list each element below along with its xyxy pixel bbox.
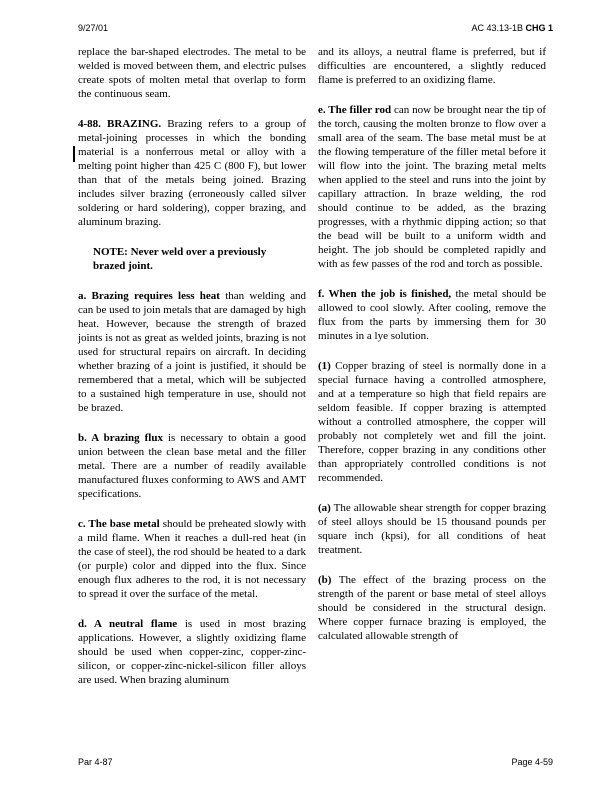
paragraph-b <box>78 431 306 501</box>
paragraph-body: should be preheated slowly with a mild flame. When it reaches a dull-red heat (in the case of steel), the rod should be heated to a dark (or purple) color and dipped into the flux. Since enough flux adheres to the rod, it is not necessary to spread it over the surface of the metal. <box>78 518 306 600</box>
paragraph-1b <box>318 573 546 643</box>
paragraph-body: Brazing refers to a group of metal-joining processes in which the bonding material is a nonferrous metal or alloy with a melting point higher than 425 C (800 F), but lower than that of the metals being joined. Brazing includes silver brazing (erroneously called silver soldering or hard soldering), copper brazing, and aluminum brazing. <box>78 118 306 228</box>
revision-change-bar <box>73 146 75 162</box>
header-doc-id <box>471 23 553 34</box>
paragraph-a <box>78 289 306 415</box>
left-column <box>78 45 306 703</box>
paragraph-heading: a. Brazing requires less heat <box>78 290 220 302</box>
paragraph-f <box>318 287 546 343</box>
paragraph-d <box>78 617 306 687</box>
paragraph-heading: (1) <box>318 360 331 372</box>
paragraph-e <box>318 103 546 271</box>
paragraph-body: is necessary to obtain a good union between the clean base metal and the filler metal. There are a number of readily available manufactured fluxes conforming to AWS and AMT specifications. <box>78 432 306 500</box>
paragraph-heading: (b) <box>318 574 332 586</box>
change-number: CHG 1 <box>525 23 553 33</box>
paragraph-continuation: replace the bar-shaped electrodes. The metal to be welded is moved between them, and electric pulses create spots of molten metal that overlap to form the continuous seam. <box>78 46 306 100</box>
paragraph-body: Copper brazing of steel is normally done in a special furnace having a controlled atmosphere, and at a temperature so high that field repairs are seldom feasible. If copper brazing is attempted without a controlled atmosphere, the copper will probably not completely wet and fill the joint. Therefore, copper brazing in any conditions other than appropriately controlled conditions is not recommended. <box>318 360 546 484</box>
paragraph-body: can now be brought near the tip of the torch, causing the molten bronze to flow over a small area of the seam. The base metal must be at the flowing temperature of the filler metal before it will flow into the joint. The brazing metal melts when applied to the steel and runs into the joint by capillary attraction. In braze welding, the rod should continue to be added, as the brazing progresses, with a rhythmic dipping action; so that the bead will be built to a uniform width and height. The job should be completed rapidly and with as few passes of the rod and torch as possible. <box>318 104 546 270</box>
paragraph-heading: b. A brazing flux <box>78 432 163 444</box>
paragraph-1a <box>318 501 546 557</box>
right-column <box>318 45 546 659</box>
paragraph-heading: (a) <box>318 502 331 514</box>
footer-paragraph-ref: Par 4-87 <box>78 757 113 767</box>
paragraph-body: The allowable shear strength for copper brazing of steel alloys should be 15 thousand pounds per square inch (kpsi), for all conditions of heat treatment. <box>318 502 546 556</box>
paragraph-body: than welding and can be used to join metals that are damaged by high heat. However, because the strength of brazed joints is not as great as welded joints, brazing is not used for structural repairs on aircraft. In deciding whether brazing of a joint is justified, it should be remembered that a metal, which will be subjected to a sustained high temperature in use, should not be brazed. <box>78 290 306 414</box>
paragraph-heading: f. When the job is finished, <box>318 288 452 300</box>
paragraph-body: The effect of the brazing process on the strength of the parent or base metal of steel alloys should be considered in the structural design. Where copper furnace brazing is employed, the calculated allowable strength of <box>318 574 546 642</box>
section-heading: 4-88. BRAZING. <box>78 118 162 130</box>
paragraph-body: is used in most brazing applications. However, a slightly oxidizing flame should be used when copper-zinc, copper-zinc-silicon, or copper-zinc-nickel-silicon filler alloys are used. When brazing aluminum <box>78 618 306 686</box>
paragraph-heading: e. The filler rod <box>318 104 392 116</box>
footer-page-number: Page 4-59 <box>511 757 553 767</box>
paragraph-c <box>78 517 306 601</box>
paragraph-continuation: and its alloys, a neutral flame is preferred, but if difficulties are encountered, a slightly reduced flame is preferred to an oxidizing flame. <box>318 46 546 86</box>
paragraph-heading: c. The base metal <box>78 518 160 530</box>
doc-id: AC 43.13-1B <box>471 23 523 33</box>
paragraph-heading: d. A neutral flame <box>78 618 178 630</box>
paragraph-body: the metal should be allowed to cool slowly. After cooling, remove the flux from the parts by immersing them for 30 minutes in a lye solution. <box>318 288 547 342</box>
paragraph-1 <box>318 359 546 485</box>
paragraph-4-88 <box>78 117 306 229</box>
header-date: 9/27/01 <box>78 23 109 33</box>
note-text: NOTE: Never weld over a previously brazed joint. <box>93 246 267 272</box>
note <box>93 245 293 273</box>
